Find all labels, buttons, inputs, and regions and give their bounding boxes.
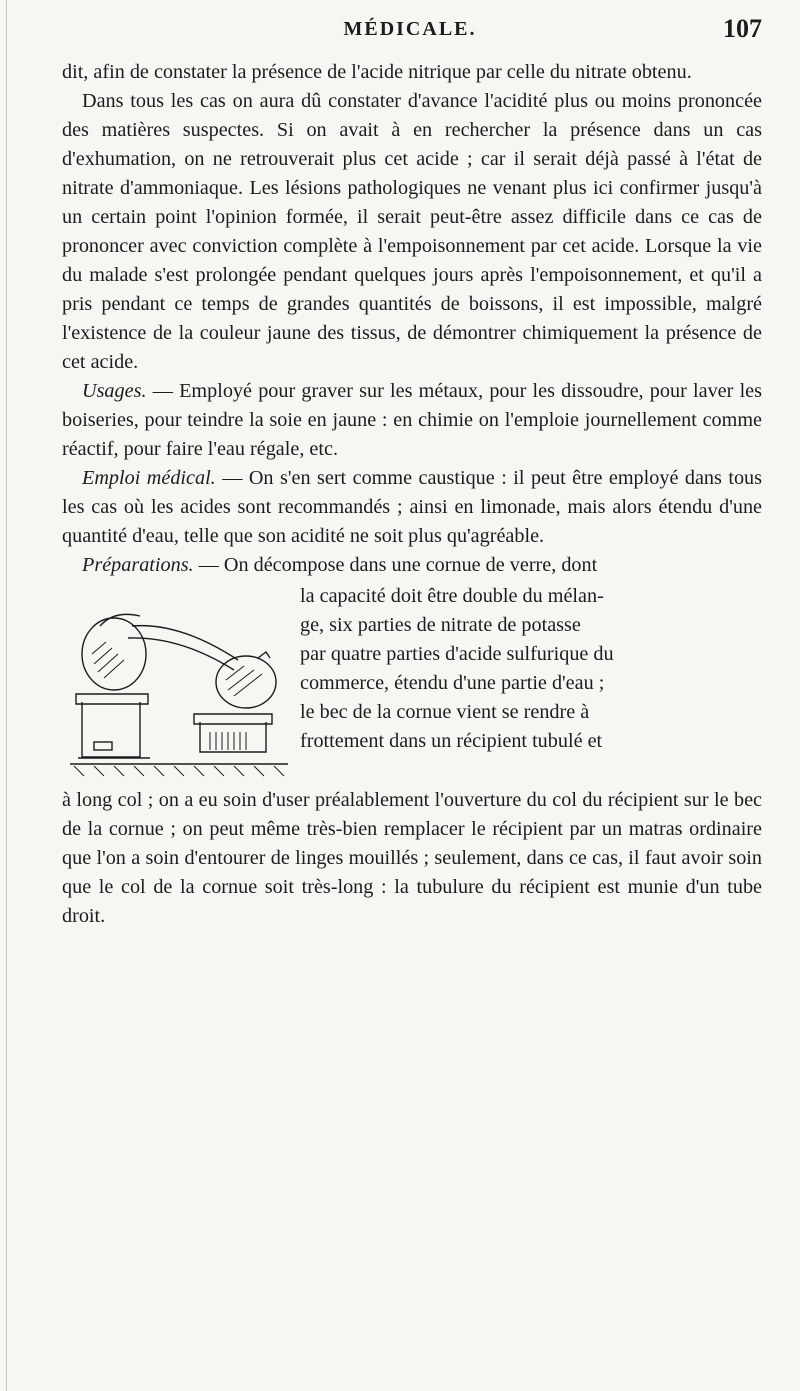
usages-heading: Usages. [82, 380, 147, 402]
paragraph-preparations [62, 551, 762, 580]
preparations-heading: Préparations. [82, 554, 194, 576]
wrap-line: ge, six parties de nitrate de potasse [300, 614, 581, 636]
emploi-medical-text: — On s'en sert comme caustique : il peut être employé dans tous les cas où les acides sont recommandés ; ainsi en limonade, mais alors étendu d'une quantité d'eau, telle que son acidité ne soit plus qu'agréable. [62, 467, 762, 547]
wrap-line: par quatre parties d'acide sulfurique du [300, 643, 614, 665]
wrap-line: frottement dans un récipient tubulé et [300, 730, 603, 752]
running-title: MÉDICALE. [343, 18, 477, 40]
running-head [60, 14, 762, 52]
page-edge-line [6, 0, 7, 1391]
usages-text: — Employé pour graver sur les métaux, pour les dissoudre, pour laver les boiseries, pour teindre la soie en jaune : en chimie on l'emploie journellement comme réactif, pour faire l'eau régale, etc. [62, 380, 762, 460]
page-body [62, 58, 762, 931]
paragraph-preparations-continued: à long col ; on a eu soin d'user préalablement l'ouverture du col du récipient sur le bec de la cornue ; on peut même très-bien remplacer le récipient par un matras ordinaire que l'on a soin d'entourer de linges mouillés ; seulement, dans ce cas, il faut avoir soin que le col de la cornue soit très-long : la tubulure du récipient est munie d'un tube droit. [62, 789, 762, 927]
wrap-line: la capacité doit être double du mélan- [300, 585, 604, 607]
figure-wrap-text [300, 582, 762, 756]
paragraph-emploi-medical [62, 464, 762, 551]
retort-apparatus-illustration [70, 582, 288, 782]
page-number: 107 [723, 14, 762, 43]
figure-block [62, 582, 762, 786]
emploi-medical-heading: Emploi médical. [82, 467, 216, 489]
wrap-line: le bec de la cornue vient se rendre à [300, 701, 590, 723]
paragraph-acidity: Dans tous les cas on aura dû constater d'avance l'acidité plus ou moins prononcée des matières suspectes. Si on avait à en rechercher la présence dans un cas d'exhumation, on ne retrouverait plus cet acide ; car il serait déjà passé à l'état de nitrate d'ammoniaque. Les lésions pathologiques ne venant plus ici confirmer jusqu'à un certain point l'opinion formée, il serait peut-être assez difficile dans ce cas de prononcer avec conviction complète à l'empoisonnement par cet acide. Lorsque la vie du malade s'est prolongée pendant quelques jours après l'empoisonnement, et qu'il a pris pendant ce temps de grandes quantités de boissons, il est impossible, malgré l'existence de la couleur jaune des tissus, de démontrer chimiquement la présence de cet acide. [62, 90, 762, 373]
preparations-text: — On décompose dans une cornue de verre, dont [193, 554, 598, 576]
paragraph-usages [62, 377, 762, 464]
wrap-line: commerce, étendu d'une partie d'eau ; [300, 672, 605, 694]
paragraph-continuation: dit, afin de constater la présence de l'acide nitrique par celle du nitrate obtenu. [62, 61, 692, 83]
